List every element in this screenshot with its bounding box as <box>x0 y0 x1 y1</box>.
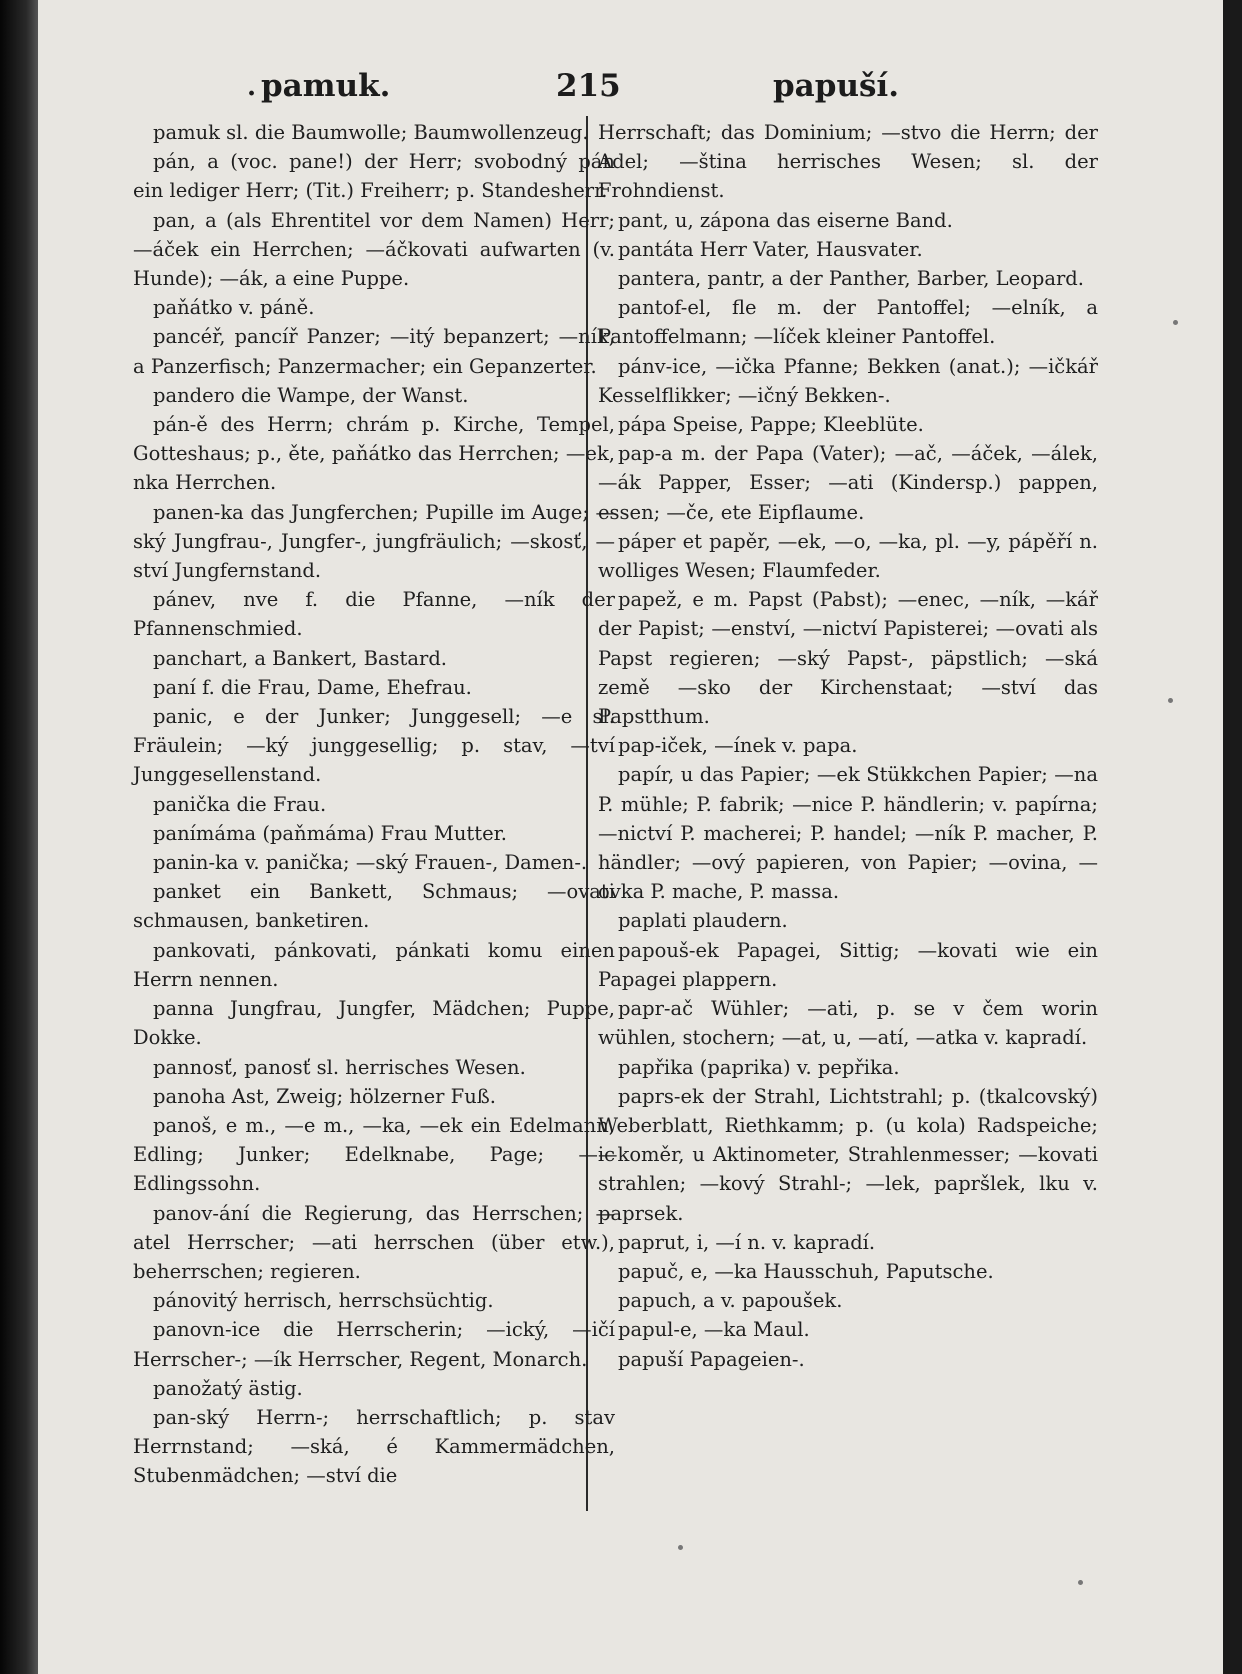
left-column <box>133 118 615 1508</box>
paper-speck <box>678 1545 683 1550</box>
dictionary-entry: pankovati, pánkovati, pánkati komu einen Herrn nennen. <box>133 938 615 991</box>
dictionary-entry: pan-ský Herrn-; herrschaftlich; p. stav Herrnstand; —ská, é Kammermädchen, Stubenmädchen; —ství die <box>133 1405 615 1488</box>
right-column <box>598 118 1098 1508</box>
dictionary-entry: papuší Papageien-. <box>618 1347 805 1371</box>
dictionary-entry: pápa Speise, Pappe; Kleeblüte. <box>618 413 924 437</box>
book-spine-shadow <box>0 0 38 1674</box>
paper-speck <box>1078 1580 1083 1585</box>
dictionary-entry: panic, e der Junker; Junggesell; —e sl. Fräulein; —ký junggesellig; p. stav, —tví Junggesellenstand. <box>133 705 615 787</box>
dictionary-entry: papuch, a v. papoušek. <box>618 1289 843 1313</box>
dictionary-entry: panímáma (paňmáma) Frau Mutter. <box>153 821 507 845</box>
right-headword: papuší. <box>773 68 899 104</box>
dictionary-entry: pán-ě des Herrn; chrám p. Kirche, Tempel, Gotteshaus; p., ěte, paňátko das Herrchen; —ek, nka Herrchen. <box>133 413 615 495</box>
dictionary-entry: pantáta Herr Vater, Hausvater. <box>618 237 923 261</box>
dictionary-entry: pandero die Wampe, der Wanst. <box>153 383 469 407</box>
dictionary-entry: pánovitý herrisch, herrschsüchtig. <box>153 1289 494 1313</box>
page-header <box>38 68 1223 108</box>
dictionary-entry: pancéř, pancíř Panzer; —itý bepanzert; —ník, a Panzerfisch; Panzermacher; ein Gepanzerter. <box>133 325 615 378</box>
dictionary-entry: paprut, i, —í n. v. kapradí. <box>618 1230 876 1254</box>
dictionary-entry: panchart, a Bankert, Bastard. <box>153 646 448 670</box>
dictionary-entry: panen-ka das Jungferchen; Pupille im Auge; —ský Jungfrau-, Jungfer-, jungfräulich; —skosť, —ství Jungfernstand. <box>133 500 615 583</box>
dictionary-entry: pamuk sl. die Baumwolle; Baumwollenzeug. <box>153 121 589 144</box>
dictionary-entry: panovn-ice die Herrscherin; —ický, —ičí Herrscher-; —ík Herrscher, Regent, Monarch. <box>133 1318 615 1371</box>
dictionary-entry: pannosť, panosť sl. herrisches Wesen. <box>153 1055 526 1079</box>
left-headword: . pamuk. <box>261 68 390 104</box>
dictionary-entry: papul-e, —ka Maul. <box>618 1318 810 1342</box>
dictionary-entry: papír, u das Papier; —ek Stükkchen Papier; —na P. mühle; P. fabrik; —nice P. händlerin; v. papírna; —nictví P. macherei; P. handel; —ník P. macher, P. händler; —ový papieren, von Papier; —ovina, —ovka P. mache, P. massa. <box>598 763 1098 904</box>
dictionary-entry: páper et papěr, —ek, —o, —ka, pl. —y, pápěří n. wolliges Wesen; Flaumfeder. <box>598 529 1098 583</box>
dictionary-entry: papuč, e, —ka Hausschuh, Paputsche. <box>618 1259 994 1283</box>
dictionary-entry: panov-ání die Regierung, das Herrschen; —atel Herrscher; —ati herrschen (über etw.), beherrschen; regieren. <box>133 1201 615 1283</box>
dictionary-entry: paní f. die Frau, Dame, Ehefrau. <box>153 675 472 699</box>
dictionary-entry: pantera, pantr, a der Panther, Barber, Leopard. <box>618 267 1084 291</box>
dictionary-entry: papouš-ek Papagei, Sittig; —kovati wie ein Papagei plappern. <box>598 938 1098 991</box>
dictionary-entry: Herrschaft; das Dominium; —stvo die Herrn; der Adel; —ština herrisches Wesen; sl. der Frohndienst. <box>598 121 1098 203</box>
dictionary-entry: pán, a (voc. pane!) der Herr; svobodný pán ein lediger Herr; (Tit.) Freiherr; p. Standesherr. <box>133 150 615 203</box>
dictionary-entry: pantof-el, fle m. der Pantoffel; —elník, a Pantoffelmann; —líček kleiner Pantoffel. <box>598 296 1098 349</box>
dictionary-entry: paprs-ek der Strahl, Lichtstrahl; p. (tkalcovský) Weberblatt, Riethkamm; p. (u kola) Radspeiche; —koměr, u Aktinometer, Strahlenmesser; —kovati strahlen; —kový Strahl-; —lek, papršlek, lku v. paprsek. <box>598 1084 1098 1225</box>
paper-speck <box>1168 698 1173 703</box>
dictionary-page <box>38 0 1223 1674</box>
paper-speck <box>1173 320 1178 325</box>
dictionary-entry: panin-ka v. panička; —ský Frauen-, Damen-. <box>153 851 588 875</box>
dictionary-entry: pant, u, zápona das eiserne Band. <box>618 208 953 232</box>
dictionary-entry: pap-iček, —ínek v. papa. <box>618 734 858 758</box>
dictionary-entry: papřika (paprika) v. pepřika. <box>618 1055 900 1079</box>
dictionary-entry: paňátko v. páně. <box>153 296 315 320</box>
page-number: 215 <box>556 68 621 104</box>
dictionary-entry: papež, e m. Papst (Pabst); —enec, —ník, —kář der Papist; —enství, —nictví Papisterei; —ovati als Papst regieren; —ský Papst-, päpstlich; —ská země —sko der Kirchenstaat; —ství das Papstthum. <box>598 588 1098 729</box>
dictionary-entry: panket ein Bankett, Schmaus; —ovati schmausen, banketiren. <box>133 880 615 933</box>
dictionary-entry: pan, a (als Ehrentitel vor dem Namen) Herr; —áček ein Herrchen; —áčkovati aufwarten (v. Hunde); —ák, a eine Puppe. <box>133 208 615 291</box>
dictionary-entry: pap-a m. der Papa (Vater); —ač, —áček, —álek, —ák Papper, Esser; —ati (Kindersp.) pappen, essen; —če, ete Eipflaume. <box>598 442 1098 524</box>
dictionary-entry: paplati plaudern. <box>618 909 788 933</box>
dictionary-entry: pánv-ice, —ička Pfanne; Bekken (anat.); —ičkář Kesselflikker; —ičný Bekken-. <box>598 354 1098 407</box>
dictionary-entry: panna Jungfrau, Jungfer, Mädchen; Puppe, Dokke. <box>133 997 615 1050</box>
dictionary-entry: pánev, nve f. die Pfanne, —ník der Pfannenschmied. <box>133 588 615 641</box>
dictionary-entry: panožatý ästig. <box>153 1376 303 1400</box>
dictionary-entry: panička die Frau. <box>153 792 327 816</box>
dictionary-entry: papr-ač Wühler; —ati, p. se v čem worin wühlen, stochern; —at, u, —atí, —atka v. kapradí. <box>598 997 1098 1050</box>
dictionary-entry: panoha Ast, Zweig; hölzerner Fuß. <box>153 1084 496 1108</box>
dictionary-entry: panoš, e m., —e m., —ka, —ek ein Edelmann, Edling; Junker; Edelknabe, Page; —ic Edlingssohn. <box>133 1113 615 1196</box>
